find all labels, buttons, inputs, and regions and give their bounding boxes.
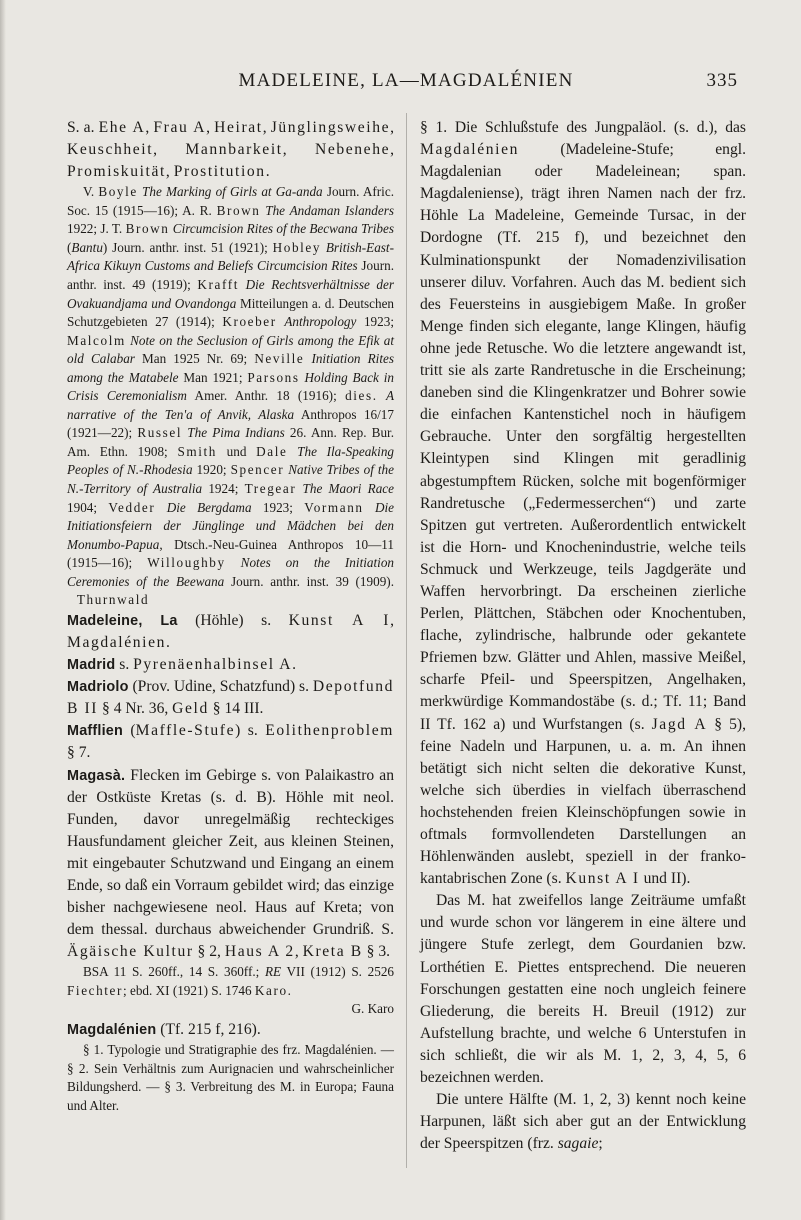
left-column <box>67 117 394 1115</box>
reference-paragraph: BSA 11 S. 260ff., 14 S. 360ff.; RE VII (1912) S. 2526 Fiechter; ebd. XI (1921) S. 1746 Karo. <box>67 964 395 998</box>
dictionary-entry: Magasà. Flecken im Gebirge s. von Palaikastro an der Ostküste Kretas (s. d. B). Höhle mit neol. Funden, davor unregelmäßig rechteckiges Hausfundament gleicher Zeit, aus kleinen Steinen, mit eingebauter Schutzwand und Eingang an einem Ende, so daß ein Vorraum gebildet wird; das einzige bisher nachgewiesene neol. Haus auf Kreta; von dem thessal. durchaus abweichender Grundriß. S. Ägäische Kultur § 2, Haus A 2, Kreta B § 3. <box>67 766 394 961</box>
body-paragraph: Die untere Hälfte (M. 1, 2, 3) kennt noch keine Harpunen, läßt sich aber gut an der Entwicklung der Speerspitzen (frz. sagaie; <box>420 1091 746 1153</box>
body-paragraph: S. a. Ehe A, Frau A, Heirat, Jünglingsweihe, Keuschheit, Mannbarkeit, Nebenehe, Promiskuität, Prostitution. <box>67 119 395 181</box>
dictionary-entry: Madeleine, La (Höhle) s. Kunst A I, Magdalénien. <box>67 611 395 651</box>
page-number: 335 <box>706 70 738 91</box>
dictionary-entry: Mafflien (Maffle-Stufe) s. Eolithenproblem § 7. <box>67 722 394 762</box>
running-title: MADELEINE, LA—MAGDALÉNIEN <box>238 70 574 91</box>
body-paragraph: Das M. hat zweifellos lange Zeiträume umfaßt und wurde schon vor längerem in eine ältere und jüngere Stufe zerlegt, dem Gourdanien bzw. Lorthétien E. Piettes entsprechend. Die neueren Forschungen gestatten eine noch ungleich feinere Gliederung, die bereits H. Breuil (1912) zur Aufstellung brachte, und welche 6 Unterstufen in sich schließt, die wir als M. 1, 2, 3, 4, 5, 6 bezeichnen werden. <box>420 892 746 1087</box>
dictionary-entry: Madrid s. Pyrenäenhalbinsel A. <box>67 656 297 674</box>
dictionary-entry: Magdalénien (Tf. 215 f, 216). <box>67 1021 261 1038</box>
column-divider <box>406 113 407 1168</box>
page-header <box>66 70 746 100</box>
page-edge-shadow <box>0 0 6 1220</box>
body-paragraph: § 1. Die Schlußstufe des Jungpaläol. (s. d.), das Magdalénien (Madeleine-Stufe; engl. Magdalenian oder Madeleinean; span. Magdaleniense), trägt ihren Namen nach der frz. Höhle La Madeleine, Gemeinde Tursac, in der Dordogne (Tf. 215 f), und bezeichnet den Kulminationspunkt der Nomadenzivilisation unserer diluv. Vorfahren. Auch das M. bedient sich des Feuersteins in ausgiebigem Maße. In großer Menge finden sich elegante, lange Klingen, häufig ohne jede Retusche. Wo die letztere angewandt ist, tritt sie als zarte Randretusche in die Erscheinung; daneben sind die Klingenkratzer und Bohrer sowie die einfachen Kantenstichel noch in häufigem Gebrauche. Unter den sorgfältig hergestellten Kleintypen sind Klingen mit geradlinig abgestumpftem Rücken, solche mit bogenförmiger Randretusche („Federmesserchen“) und zarte Spitzen gut vertreten. Außerordentlich entwickelt ist die Horn- und Knochenindustrie, welche teils Schmuck und Werkzeuge, teils Jagdgeräte und Waffen hervorbringt. Da erscheinen zierliche Perlen, Plättchen, Stäbchen oder Knochentuben, flache, zylindrische, halbrunde oder gekantete Pfriemen bzw. Glätter und Ahlen, massive Meißel, scharfe Pfeil- und Speerspitzen, Angelhaken, merkwürdige Kommandostäbe (s. d.; Tf. 11; Band II Tf. 162 a) und Wurfstangen (s. Jagd A § 5), feine Nadeln und Harpunen, u. a. m. An ihnen betätigt sich nicht selten die dekorative Kunst, welche sich überdies in vielfach überraschend hochstehenden freien Kleinschöpfungen sowie in oftmals formvollendeten Darstellungen an Höhlenwänden auslebt, speziell in der franko-kantabrischen Zone (s. Kunst A I und II). <box>420 119 746 888</box>
right-column <box>420 117 746 1155</box>
reference-paragraph: § 1. Typologie und Stratigraphie des frz. Magdalénien. — § 2. Sein Verhältnis zum Aurignacien und wahrscheinlicher Bildungsherd. — § 3. Verbreitung des M. in Europa; Fauna und Alter. <box>67 1042 394 1113</box>
dictionary-entry: Madriolo (Prov. Udine, Schatzfund) s. Depotfund B II § 4 Nr. 36, Geld § 14 III. <box>67 678 395 718</box>
reference-paragraph: V. Boyle The Marking of Girls at Ga-anda Journ. Afric. Soc. 15 (1915—16); A. R. Brown The Andaman Islanders 1922; J. T. Brown Circumcision Rites of the Becwana Tribes (Bantu) Journ. anthr. inst. 51 (1921); Hobley British-East-Africa Kikuyn Customs and Beliefs Circumcision Rites Journ. anthr. inst. 49 (1919); Krafft Die Rechtsverhältnisse der Ovakuandjama und Ovandonga Mitteilungen a. d. Deutschen Schutzgebieten 27 (1914); Kroeber Anthropology 1923; Malcolm Note on the Seclusion of Girls among the Efik at old Calabar Man 1925 Nr. 69; Neville Initiation Rites among the Matabele Man 1921; Parsons Holding Back in Crisis Ceremonialism Amer. Anthr. 18 (1916); dies. A narrative of the Ten'a of Anvik, Alaska Anthropos 16/17 (1921—22); Russel The Pima Indians 26. Ann. Rep. Bur. Am. Ethn. 1908; Smith und Dale The Ila-Speaking Peoples of N.-Rhodesia 1920; Spencer Native Tribes of the N.-Territory of Australia 1924; Tregear The Maori Race 1904; Vedder Die Bergdama 1923; Vormann Die Initiationsfeiern der Jünglinge und Mädchen bei den Monumbo-Papua, Dtsch.-Neu-Guinea Anthropos 10—11 (1915—16); Willoughby Notes on the Initiation Ceremonies of the Beewana Journ. anthr. inst. 39 (1909). Thurnwald <box>67 184 395 608</box>
author-signature: G. Karo <box>351 1001 394 1017</box>
